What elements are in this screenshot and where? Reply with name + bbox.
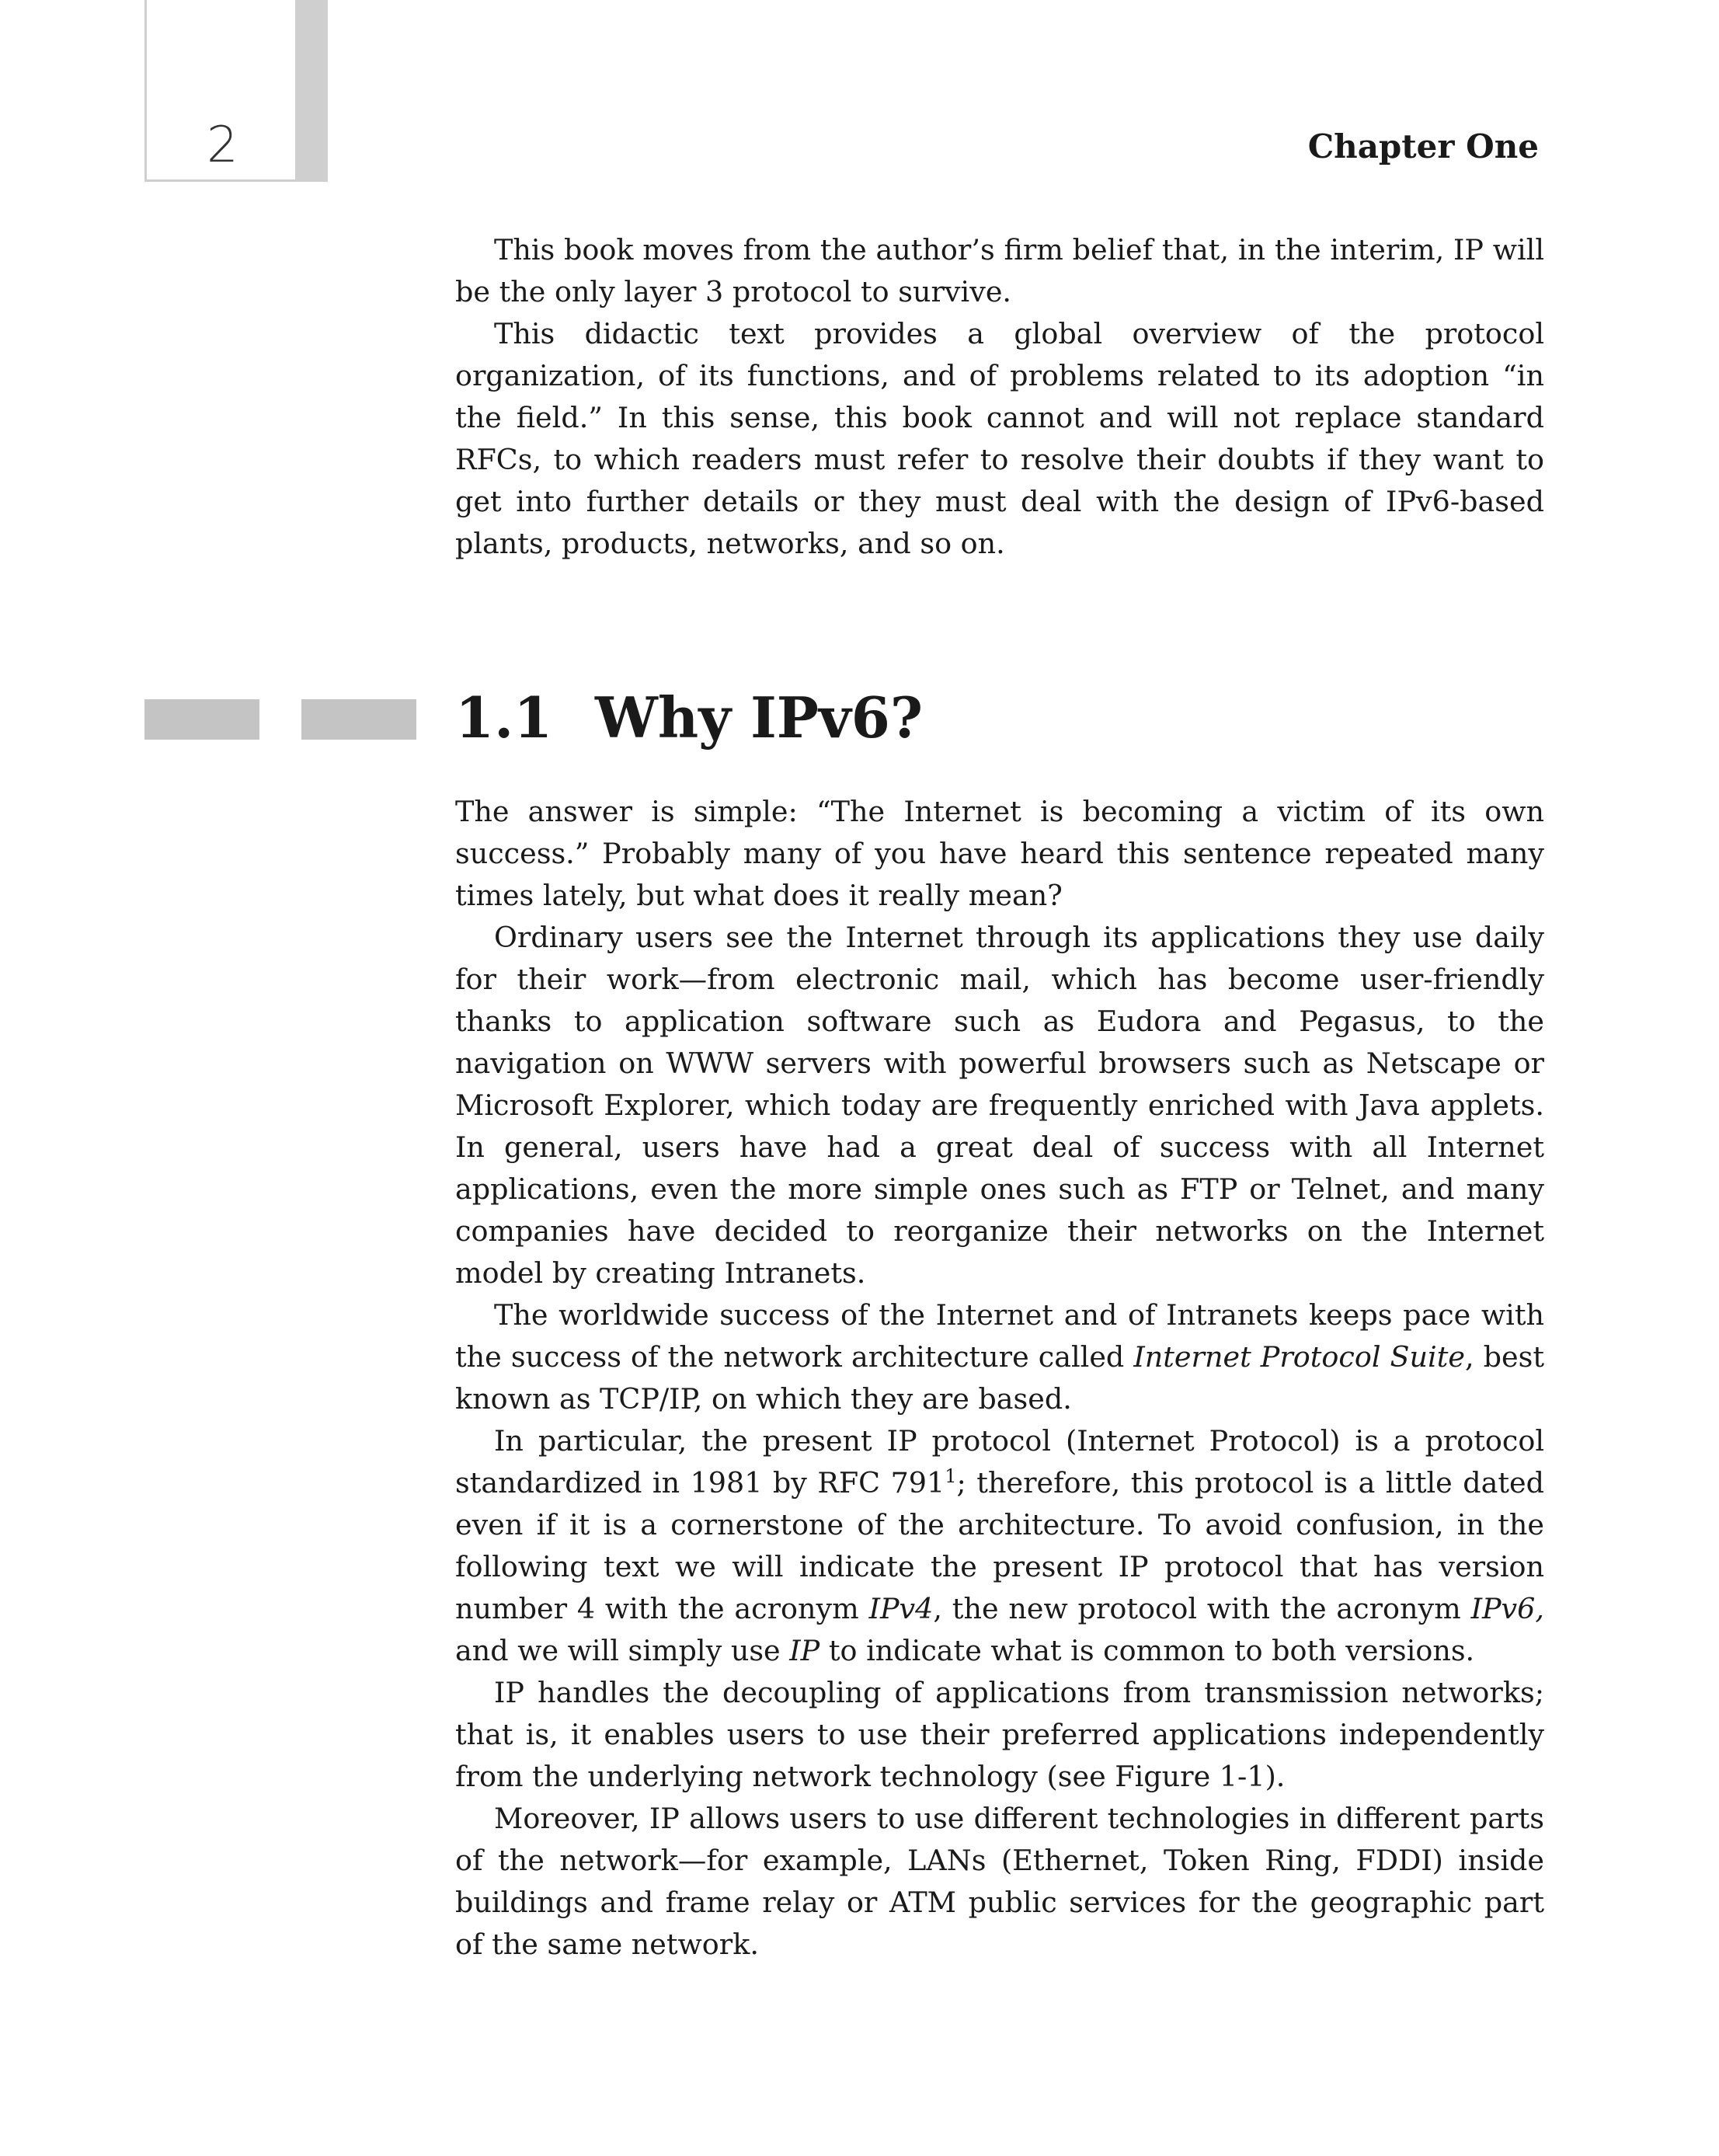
paragraph: IP handles the decoupling of applications from transmission networks; that is, it enables users to use their preferred applications independently from the underlying network technology (see Figure 1-1). <box>455 1676 1544 1793</box>
running-head: Chapter One <box>1307 127 1539 165</box>
text-run: , the new protocol with the acronym <box>933 1592 1471 1625</box>
page-number: 2 <box>207 117 238 174</box>
paragraph: Moreover, IP allows users to use different technologies in different parts of the network—for example, LANs (Ethernet, Token Ring, FDDI) inside buildings and frame relay or ATM public services for the geographic part of the same network. <box>455 1802 1544 1961</box>
section-heading <box>455 684 924 751</box>
paragraph: This book moves from the author’s firm belief that, in the interim, IP will be the only layer 3 protocol to survive. <box>455 233 1544 308</box>
section-marker-bar <box>301 699 416 740</box>
emphasis: IPv4 <box>868 1592 934 1625</box>
section-title: Why IPv6? <box>595 684 924 751</box>
paragraph <box>455 1294 1544 1420</box>
intro-text <box>455 229 1544 565</box>
text-run: and we will simply use <box>455 1634 790 1667</box>
section-marker-bar <box>144 699 259 740</box>
paragraph: This didactic text provides a global overview of the protocol organization, of its functions, and of problems related to its adoption “in the field.” In this sense, this book cannot and will not replace standard RFCs, to which readers must refer to resolve their doubts if they want to get into further details or they must deal with the design of IPv6-based plants, products, networks, and so on. <box>455 317 1544 560</box>
emphasis: Internet Protocol Suite <box>1133 1340 1465 1374</box>
text-run: ; therefore, this protocol is a little dated even if it is a cornerstone of the architecture. To avoid confusion, in the following text we will indicate the present IP protocol that has version number 4 with the acronym <box>455 1466 1544 1625</box>
text-run: to indicate what is common to both versions. <box>819 1634 1475 1667</box>
paragraph: The answer is simple: “The Internet is becoming a victim of its own success.” Probably many of you have heard this sentence repeated many times lately, but what does it really mean? <box>455 795 1544 912</box>
page-tab-bar <box>295 0 328 182</box>
section-body <box>455 791 1544 1966</box>
text-run: In particular, the present IP protocol (Internet Protocol) is a protocol standardized in 1981 by RFC 791 <box>455 1424 1544 1499</box>
paragraph <box>455 1420 1544 1672</box>
section-number: 1.1 <box>455 684 553 751</box>
emphasis: IP <box>789 1634 820 1667</box>
text-run: The worldwide success of the Internet and of Intranets keeps pace with the success of the network architecture called <box>455 1298 1544 1374</box>
text-run: , best known as TCP/IP, on which they are based. <box>455 1340 1545 1416</box>
emphasis: IPv6, <box>1470 1592 1544 1625</box>
paragraph: Ordinary users see the Internet through its applications they use daily for their work—from electronic mail, which has become user-friendly thanks to application software such as Eudora and Pegasus, to the navigation on WWW servers with powerful browsers such as Netscape or Microsoft Explorer, which today are frequently enriched with Java applets. In general, users have had a great deal of success with all Internet applications, even the more simple ones such as FTP or Telnet, and many companies have decided to reorganize their networks on the Internet model by creating Intranets. <box>455 921 1544 1290</box>
footnote-ref: 1 <box>945 1465 957 1487</box>
